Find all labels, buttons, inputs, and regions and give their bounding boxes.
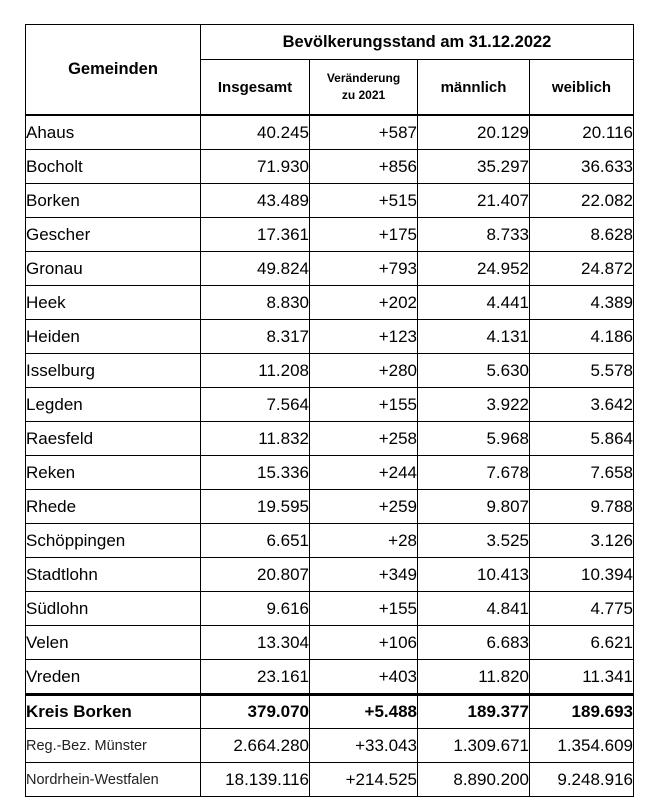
row-female: 189.693: [530, 695, 634, 729]
row-male: 5.630: [418, 354, 530, 388]
row-name: Vreden: [26, 660, 201, 695]
row-name: Gronau: [26, 252, 201, 286]
row-male: 35.297: [418, 150, 530, 184]
row-total: 40.245: [201, 115, 310, 150]
row-female: 3.126: [530, 524, 634, 558]
table-row: [26, 320, 634, 354]
row-total: 11.832: [201, 422, 310, 456]
row-male: 7.678: [418, 456, 530, 490]
row-male: 189.377: [418, 695, 530, 729]
female-header: weiblich: [530, 60, 634, 116]
municipality-rows: [26, 115, 634, 695]
row-change: +155: [310, 592, 418, 626]
row-female: 7.658: [530, 456, 634, 490]
row-total: 2.664.280: [201, 729, 310, 763]
table-row: [26, 150, 634, 184]
row-male: 5.968: [418, 422, 530, 456]
row-total: 71.930: [201, 150, 310, 184]
row-total: 379.070: [201, 695, 310, 729]
male-header: männlich: [418, 60, 530, 116]
row-female: 24.872: [530, 252, 634, 286]
row-change: +258: [310, 422, 418, 456]
kreis-total-row: [26, 695, 634, 729]
row-change: +515: [310, 184, 418, 218]
table-row: [26, 286, 634, 320]
row-male: 24.952: [418, 252, 530, 286]
row-name: Heiden: [26, 320, 201, 354]
population-date-header: Bevölkerungsstand am 31.12.2022: [201, 25, 634, 60]
row-name: Schöppingen: [26, 524, 201, 558]
row-total: 8.830: [201, 286, 310, 320]
row-male: 20.129: [418, 115, 530, 150]
row-change: +349: [310, 558, 418, 592]
row-name: Bocholt: [26, 150, 201, 184]
row-name: Isselburg: [26, 354, 201, 388]
row-name: Legden: [26, 388, 201, 422]
row-male: 21.407: [418, 184, 530, 218]
row-change: +403: [310, 660, 418, 695]
table-row: [26, 524, 634, 558]
row-female: 5.578: [530, 354, 634, 388]
row-male: 1.309.671: [418, 729, 530, 763]
row-name: Ahaus: [26, 115, 201, 150]
row-male: 11.820: [418, 660, 530, 695]
table-row: [26, 184, 634, 218]
row-total: 18.139.116: [201, 763, 310, 797]
row-total: 11.208: [201, 354, 310, 388]
row-male: 3.922: [418, 388, 530, 422]
row-female: 5.864: [530, 422, 634, 456]
table-row: [26, 592, 634, 626]
row-female: 20.116: [530, 115, 634, 150]
row-change: +5.488: [310, 695, 418, 729]
table-row: [26, 456, 634, 490]
table-row: [26, 558, 634, 592]
row-female: 36.633: [530, 150, 634, 184]
row-name: Reg.-Bez. Münster: [26, 729, 201, 763]
row-change: +28: [310, 524, 418, 558]
row-total: 17.361: [201, 218, 310, 252]
row-change: +793: [310, 252, 418, 286]
row-name: Nordrhein-Westfalen: [26, 763, 201, 797]
row-name: Gescher: [26, 218, 201, 252]
row-name: Raesfeld: [26, 422, 201, 456]
row-female: 10.394: [530, 558, 634, 592]
row-total: 7.564: [201, 388, 310, 422]
row-name: Kreis Borken: [26, 695, 201, 729]
row-name: Rhede: [26, 490, 201, 524]
row-male: 8.733: [418, 218, 530, 252]
row-name: Südlohn: [26, 592, 201, 626]
row-female: 9.788: [530, 490, 634, 524]
table-row: [26, 388, 634, 422]
region-row: [26, 729, 634, 763]
row-change: +123: [310, 320, 418, 354]
table-row: [26, 218, 634, 252]
row-female: 9.248.916: [530, 763, 634, 797]
row-male: 9.807: [418, 490, 530, 524]
row-total: 13.304: [201, 626, 310, 660]
row-name: Heek: [26, 286, 201, 320]
table-row: [26, 115, 634, 150]
row-change: +259: [310, 490, 418, 524]
row-male: 8.890.200: [418, 763, 530, 797]
change-header: [310, 60, 418, 116]
row-male: 4.131: [418, 320, 530, 354]
row-total: 9.616: [201, 592, 310, 626]
row-name: Reken: [26, 456, 201, 490]
row-change: +33.043: [310, 729, 418, 763]
row-change: +202: [310, 286, 418, 320]
row-total: 19.595: [201, 490, 310, 524]
table-row: [26, 660, 634, 695]
row-total: 43.489: [201, 184, 310, 218]
row-male: 4.441: [418, 286, 530, 320]
row-female: 1.354.609: [530, 729, 634, 763]
row-male: 6.683: [418, 626, 530, 660]
row-female: 6.621: [530, 626, 634, 660]
row-change: +214.525: [310, 763, 418, 797]
row-name: Borken: [26, 184, 201, 218]
row-total: 49.824: [201, 252, 310, 286]
table-row: [26, 626, 634, 660]
table-row: [26, 354, 634, 388]
row-total: 8.317: [201, 320, 310, 354]
population-table: [25, 24, 634, 797]
row-change: +280: [310, 354, 418, 388]
change-header-line-2: zu 2021: [341, 88, 386, 102]
row-female: 11.341: [530, 660, 634, 695]
row-female: 3.642: [530, 388, 634, 422]
row-male: 3.525: [418, 524, 530, 558]
row-name: Stadtlohn: [26, 558, 201, 592]
row-change: +244: [310, 456, 418, 490]
row-female: 4.389: [530, 286, 634, 320]
row-change: +155: [310, 388, 418, 422]
row-total: 20.807: [201, 558, 310, 592]
row-total: 6.651: [201, 524, 310, 558]
table-row: [26, 252, 634, 286]
total-header: Insgesamt: [201, 60, 310, 116]
row-change: +175: [310, 218, 418, 252]
row-change: +106: [310, 626, 418, 660]
row-female: 22.082: [530, 184, 634, 218]
municipality-header: Gemeinden: [26, 25, 201, 116]
row-male: 10.413: [418, 558, 530, 592]
row-female: 4.775: [530, 592, 634, 626]
table-row: [26, 422, 634, 456]
row-total: 23.161: [201, 660, 310, 695]
state-row: [26, 763, 634, 797]
row-female: 4.186: [530, 320, 634, 354]
row-male: 4.841: [418, 592, 530, 626]
row-change: +587: [310, 115, 418, 150]
row-total: 15.336: [201, 456, 310, 490]
row-change: +856: [310, 150, 418, 184]
change-header-line-1: Veränderung: [326, 71, 401, 85]
row-female: 8.628: [530, 218, 634, 252]
row-name: Velen: [26, 626, 201, 660]
table-row: [26, 490, 634, 524]
